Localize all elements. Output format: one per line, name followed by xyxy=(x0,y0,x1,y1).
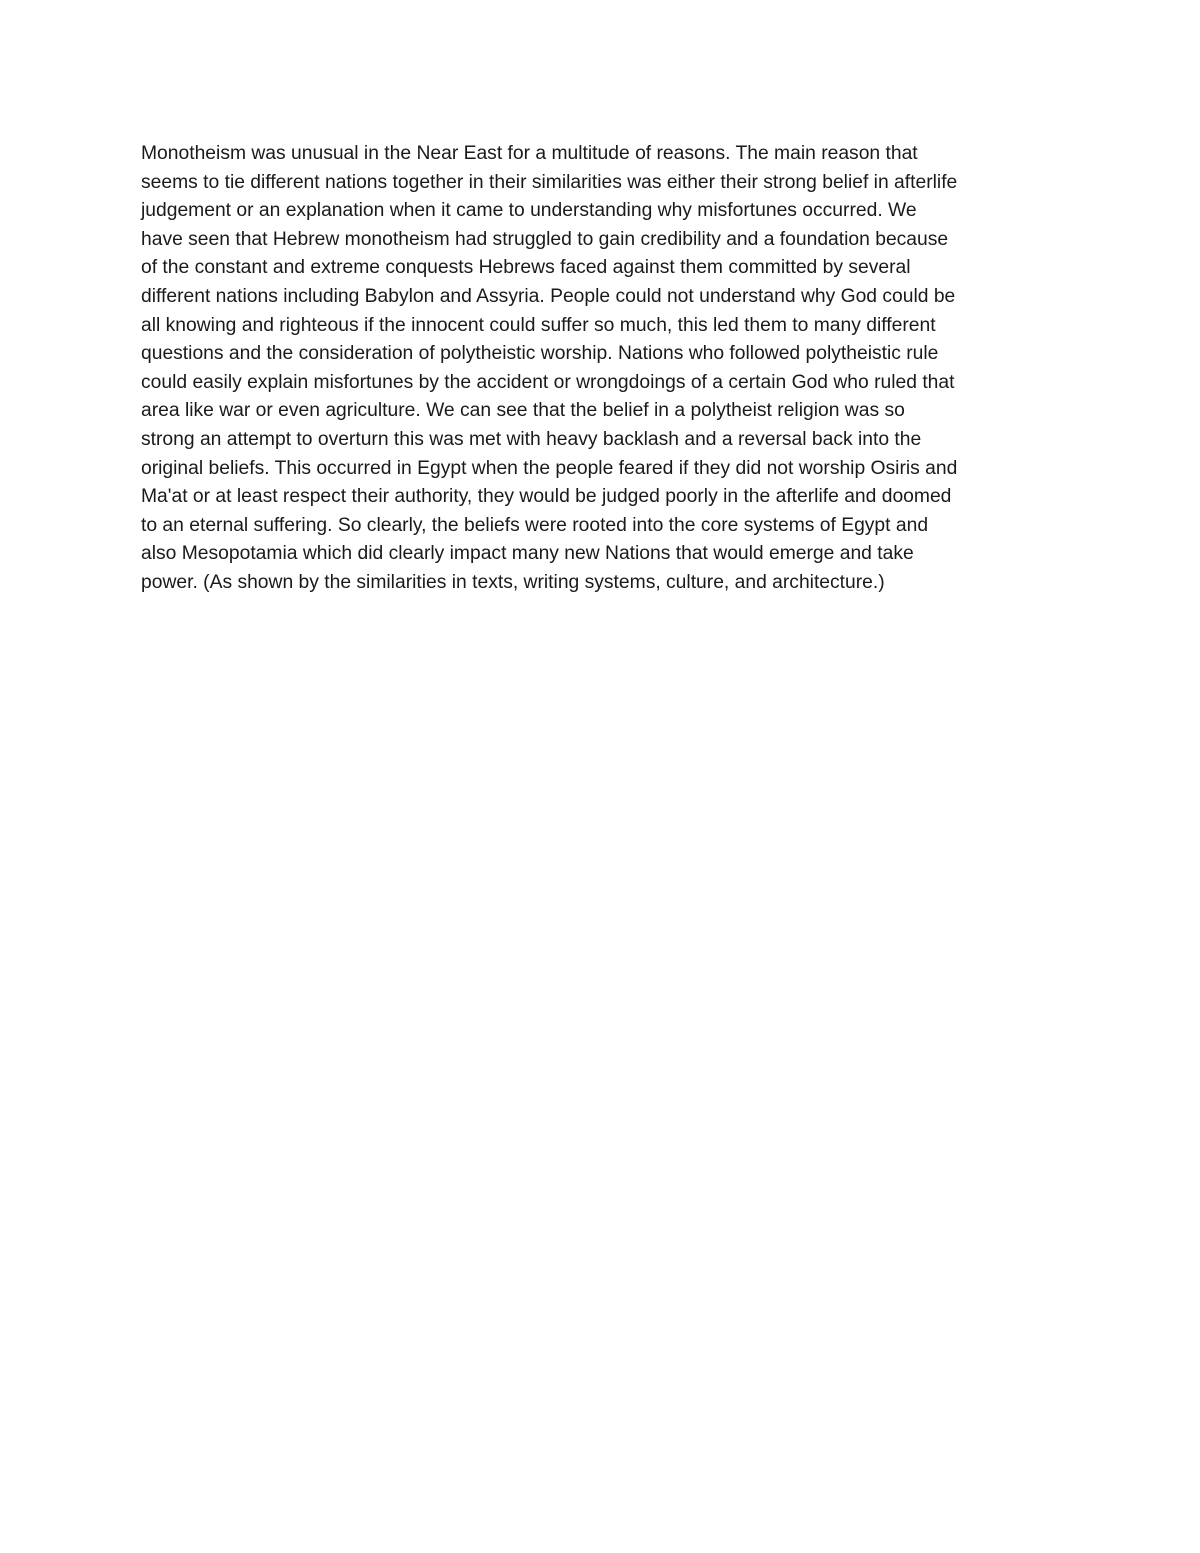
paragraph-line: power. (As shown by the similarities in texts, writing systems, culture, and architecture.) xyxy=(141,571,885,593)
paragraph-line: of the constant and extreme conquests Hebrews faced against them committed by several xyxy=(141,257,911,279)
paragraph-line: to an eternal suffering. So clearly, the beliefs were rooted into the core systems of Egypt and xyxy=(141,514,929,536)
paragraph-line: different nations including Babylon and Assyria. People could not understand why God could be xyxy=(141,285,956,307)
paragraph-line: original beliefs. This occurred in Egypt when the people feared if they did not worship Osiris and xyxy=(141,457,958,479)
paragraph-line: questions and the consideration of polytheistic worship. Nations who followed polytheistic rule xyxy=(141,343,939,365)
paragraph-line: area like war or even agriculture. We can see that the belief in a polytheist religion was so xyxy=(141,400,905,422)
paragraph-line: Monotheism was unusual in the Near East for a multitude of reasons. The main reason that xyxy=(141,143,918,164)
paragraph-line: have seen that Hebrew monotheism had struggled to gain credibility and a foundation because xyxy=(141,228,949,250)
paragraph-line: all knowing and righteous if the innocent could suffer so much, this led them to many different xyxy=(141,314,936,336)
paragraph-line: could easily explain misfortunes by the accident or wrongdoings of a certain God who ruled that xyxy=(141,371,955,393)
paragraph-line: strong an attempt to overturn this was met with heavy backlash and a reversal back into the xyxy=(141,428,922,450)
body-paragraph xyxy=(141,140,1061,598)
paragraph-line: seems to tie different nations together in their similarities was either their strong belief in afterlife xyxy=(141,171,958,193)
paragraph-line: Ma'at or at least respect their authority, they would be judged poorly in the afterlife and doomed xyxy=(141,486,952,508)
paragraph-line: also Mesopotamia which did clearly impact many new Nations that would emerge and take xyxy=(141,543,914,565)
paragraph-line: judgement or an explanation when it came to understanding why misfortunes occurred. We xyxy=(141,200,917,222)
